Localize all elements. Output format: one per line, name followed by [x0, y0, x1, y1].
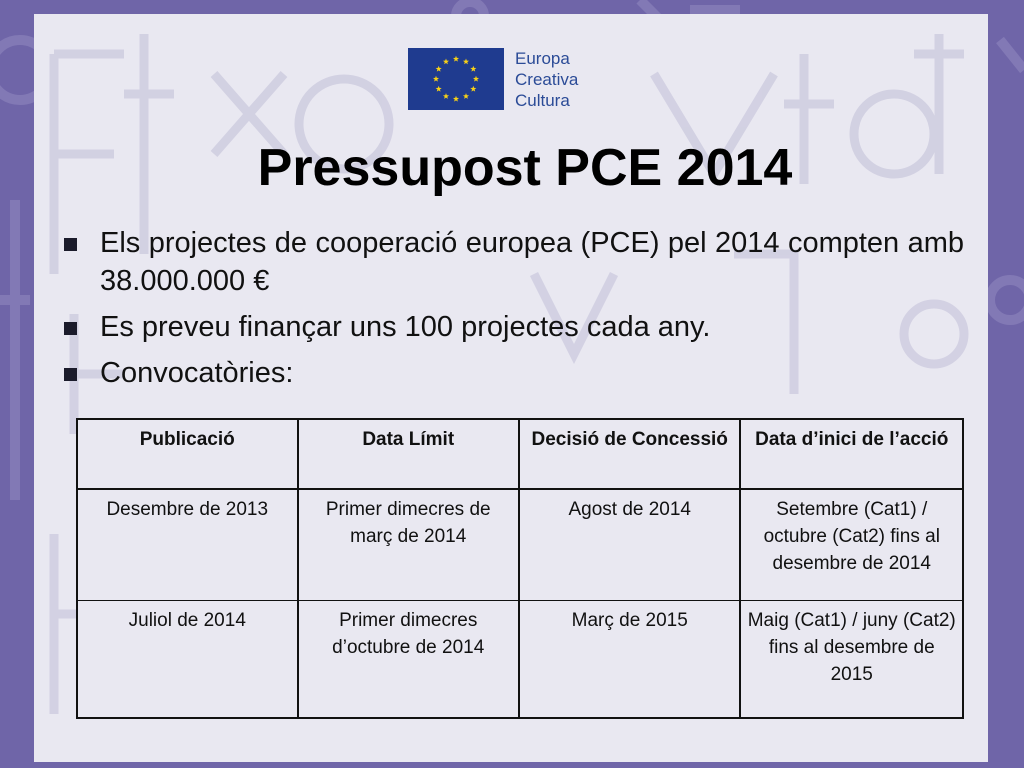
- table-cell: Juliol de 2014: [77, 601, 298, 719]
- bullet-square-icon: [64, 368, 77, 381]
- table-cell: Desembre de 2013: [77, 489, 298, 601]
- bullet-square-icon: [64, 322, 77, 335]
- table-cell: Setembre (Cat1) / octubre (Cat2) fins al desembre de 2014: [740, 489, 963, 601]
- table-cell: Març de 2015: [519, 601, 741, 719]
- header-publicacio: Publicació: [77, 419, 298, 489]
- bullet-item: [60, 224, 964, 300]
- slide-title: Pressupost PCE 2014: [257, 139, 793, 197]
- header-data-inici: Data d’inici de l’acció: [740, 419, 963, 489]
- header-data-limit: Data Límit: [298, 419, 519, 489]
- bullet-item: [60, 354, 964, 392]
- eu-flag-icon: [408, 48, 504, 110]
- table-cell: Maig (Cat1) / juny (Cat2) fins al desembre de 2015: [740, 601, 963, 719]
- bullet-item: [60, 308, 964, 346]
- logo-wordmark: [515, 48, 615, 111]
- table-cell: Primer dimecres d’octubre de 2014: [298, 601, 519, 719]
- bullet-text: Es preveu finançar uns 100 projectes cada any.: [100, 311, 711, 343]
- bullet-list: [60, 224, 964, 400]
- logo-line-cultura: Cultura: [515, 91, 570, 110]
- table-cell: Primer dimecres de març de 2014: [298, 489, 519, 601]
- europa-creativa-logo: [408, 48, 608, 112]
- bullet-square-icon: [64, 238, 77, 251]
- table-row: [77, 601, 963, 719]
- bullet-text: Convocatòries:: [100, 357, 294, 389]
- table-cell: Agost de 2014: [519, 489, 741, 601]
- logo-line-europa: Europa: [515, 49, 570, 68]
- table-header-row: [77, 419, 963, 489]
- logo-line-creativa: Creativa: [515, 70, 579, 89]
- calls-table: [76, 418, 964, 719]
- bullet-text: Els projectes de cooperació europea (PCE) pel 2014 compten amb 38.000.000 €: [100, 227, 964, 297]
- header-decisio: Decisió de Concessió: [519, 419, 741, 489]
- table-row: [77, 489, 963, 601]
